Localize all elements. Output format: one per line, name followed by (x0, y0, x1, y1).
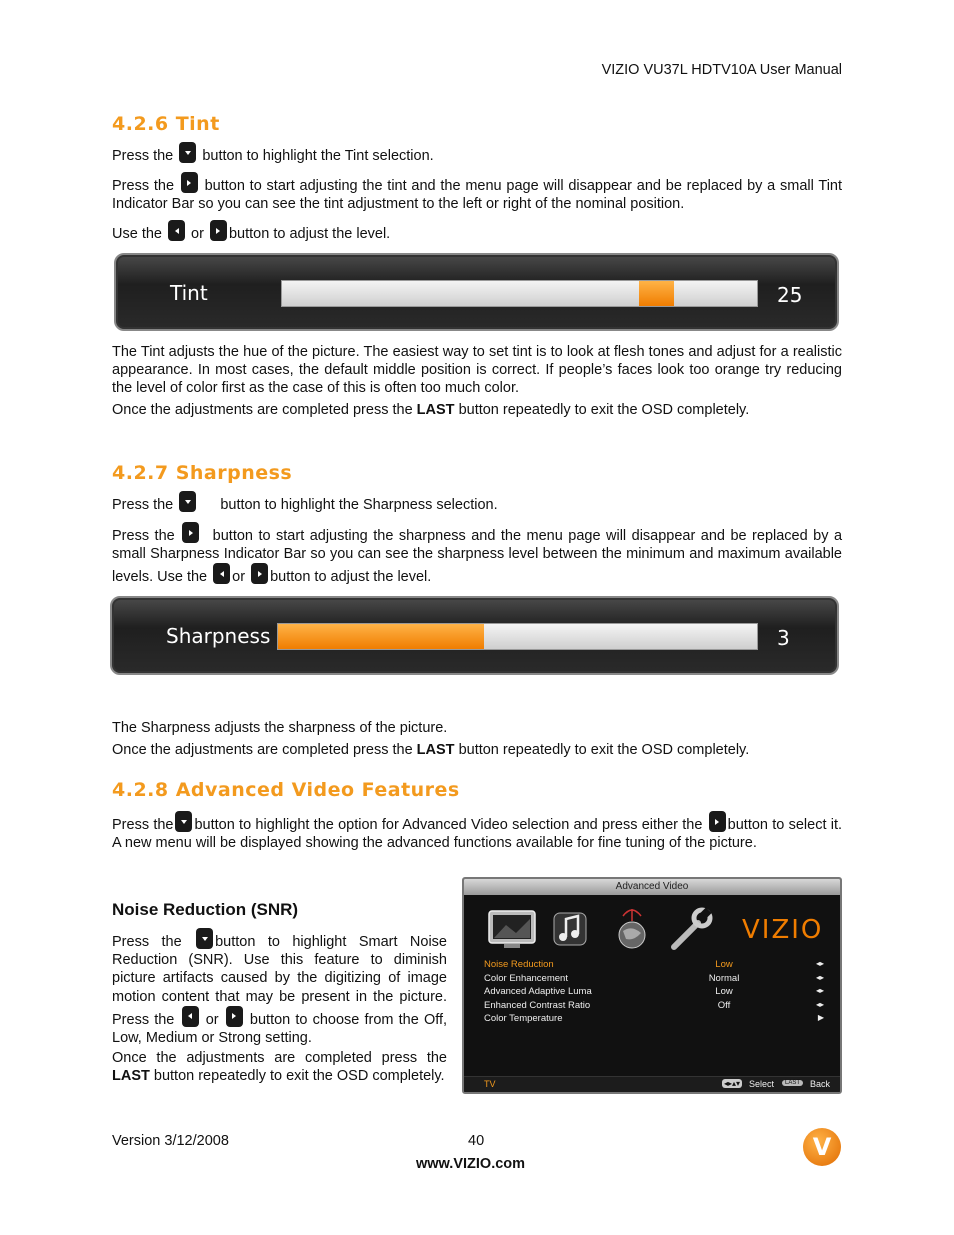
menu-row-name: Color Temperature (484, 1013, 563, 1025)
tint-paragraph-5: Once the adjustments are completed press the LAST button repeatedly to exit the OSD completely. (112, 402, 750, 418)
menu-row[interactable] (484, 1000, 824, 1013)
right-arrow-button-icon (226, 1006, 243, 1027)
menu-row-value: Low (715, 986, 733, 998)
menu-title: Advanced Video (464, 879, 840, 895)
sharpness-indicator-value: 3 (777, 626, 790, 650)
menu-row-name: Color Enhancement (484, 972, 568, 984)
section-heading-sharpness: 4.2.7 Sharpness (112, 462, 293, 484)
down-arrow-button-icon (179, 491, 196, 512)
page-number: 40 (468, 1133, 485, 1149)
sharpness-paragraph-3: The Sharpness adjusts the sharpness of the picture. (112, 720, 448, 736)
advanced-paragraph-1: Press the button to highlight the option for Advanced Video selection and press either the button to select it. A new menu will be displayed showing the advanced functions available for fine tuning of the picture. (112, 811, 842, 852)
sharpness-paragraph-1: Press the button to highlight the Sharpness selection. (112, 491, 842, 514)
tint-indicator-value: 25 (777, 283, 803, 307)
section-heading-advanced-video: 4.2.8 Advanced Video Features (112, 779, 460, 801)
wrench-settings-icon (668, 907, 714, 951)
right-arrow-button-icon (210, 220, 227, 241)
down-arrow-button-icon (179, 142, 196, 163)
noise-reduction-paragraph-2: Once the adjustments are completed press the LAST button repeatedly to exit the OSD completely. (112, 1050, 447, 1084)
tint-indicator-bar (114, 253, 839, 331)
tint-paragraph-2: Press the button to start adjusting the tint and the menu page will disappear and be replaced by a small Tint Indicator Bar so you can see the tint adjustment to the left or right of the nominal position. (112, 172, 842, 213)
menu-row-value: Off (717, 999, 731, 1011)
sharpness-indicator-track (277, 623, 758, 650)
menu-row-name: Noise Reduction (484, 959, 554, 970)
menu-row-value: Normal (708, 972, 740, 984)
menu-footer-source: TV (484, 1079, 496, 1089)
manual-title: VIZIO VU37L HDTV10A User Manual (601, 62, 842, 78)
sharpness-indicator-label: Sharpness (166, 624, 271, 648)
menu-footer (464, 1076, 840, 1092)
sharpness-indicator-bar (110, 596, 839, 675)
noise-reduction-heading: Noise Reduction (SNR) (112, 900, 299, 919)
tv-picture-icon (486, 907, 538, 951)
left-arrow-button-icon (213, 563, 230, 584)
tint-paragraph-4: The Tint adjusts the hue of the picture. The easiest way to set tint is to look at flesh tones and adjust for a realistic appearance. In most cases, the default middle position is correct. If people’s faces look too orange try reducing the level of color first as the case of this is often too much color. (112, 344, 842, 396)
left-arrow-button-icon (168, 220, 185, 241)
website-url: www.VIZIO.com (416, 1156, 526, 1172)
vizio-v-logo-icon: V (803, 1128, 841, 1166)
vizio-logo: VIZIO (742, 915, 824, 945)
menu-row-arrow-icon: ◂▸ (815, 986, 824, 996)
advanced-video-menu (462, 877, 842, 1094)
menu-row-arrow-icon: ▶ (817, 1013, 824, 1023)
sharpness-paragraph-2: Press the button to start adjusting the sharpness and the menu page will disappear and be replaced by a small Sharpness Indicator Bar so you can see the sharpness level between the minimum and maximum available levels. Use the or button to adjust the level. (112, 522, 842, 586)
globe-antenna-icon (614, 907, 650, 951)
down-arrow-button-icon (175, 811, 192, 832)
audio-note-icon (552, 907, 588, 951)
left-arrow-button-icon (182, 1006, 199, 1027)
tint-indicator-label: Tint (170, 281, 208, 305)
menu-row[interactable] (484, 973, 824, 986)
menu-row-name: Enhanced Contrast Ratio (484, 999, 591, 1011)
last-button-icon: LAST (782, 1080, 803, 1086)
tint-paragraph-3: Use the or button to adjust the level. (112, 220, 842, 243)
menu-row[interactable] (484, 986, 824, 999)
menu-row-arrow-icon: ◂▸ (815, 959, 824, 968)
right-arrow-button-icon (181, 172, 198, 193)
sharpness-paragraph-4: Once the adjustments are completed press the LAST button repeatedly to exit the OSD completely. (112, 742, 750, 758)
tint-indicator-fill (639, 281, 675, 306)
menu-row[interactable] (484, 1013, 824, 1026)
right-arrow-button-icon (182, 522, 199, 543)
nav-arrows-icon: ◂▸▴▾ (724, 1079, 741, 1088)
menu-row-name: Advanced Adaptive Luma (484, 986, 592, 998)
right-arrow-button-icon (709, 811, 726, 832)
right-arrow-button-icon (251, 563, 268, 584)
menu-row-arrow-icon: ◂▸ (815, 972, 824, 982)
menu-row[interactable] (484, 959, 824, 972)
section-heading-tint: 4.2.6 Tint (112, 113, 220, 135)
tint-paragraph-1: Press the button to highlight the Tint selection. (112, 142, 842, 165)
menu-footer-select: Select (749, 1079, 775, 1089)
menu-row-arrow-icon: ◂▸ (815, 999, 824, 1009)
sharpness-indicator-fill (278, 624, 484, 649)
menu-row-value: Low (715, 959, 733, 970)
menu-footer-back: Back (810, 1079, 831, 1089)
version-label: Version 3/12/2008 (112, 1133, 229, 1149)
tint-indicator-track (281, 280, 758, 307)
down-arrow-button-icon (196, 928, 213, 949)
noise-reduction-paragraph-1: Press the button to highlight Smart Noise Reduction (SNR). Use this feature to diminish picture artifacts caused by the digitizing of image motion content that may be present in the picture. Press the or button to choose from the Off, Low, Medium or Strong setting. (112, 928, 447, 1047)
